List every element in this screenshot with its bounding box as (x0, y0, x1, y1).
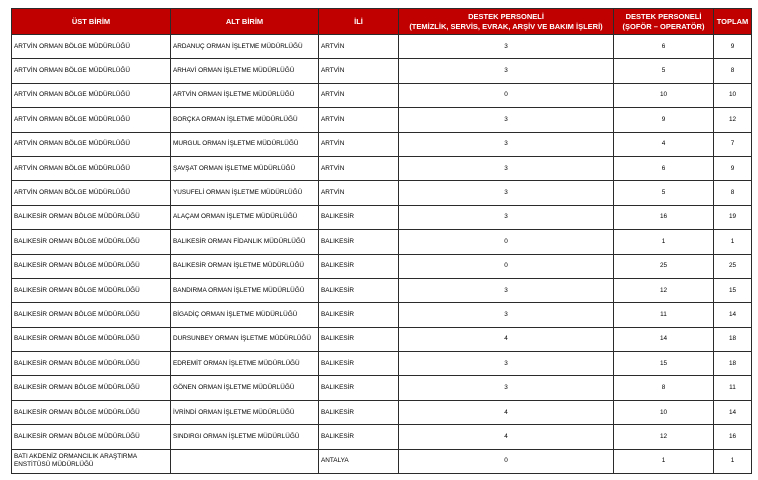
cell-destek2: 12 (614, 278, 714, 302)
table-row (12, 205, 752, 229)
cell-destek2: 10 (614, 400, 714, 424)
cell-ili: ARTVİN (319, 59, 399, 83)
personnel-table-wrapper (11, 8, 752, 474)
table-row (12, 108, 752, 132)
cell-destek2: 11 (614, 303, 714, 327)
cell-ili: ARTVİN (319, 83, 399, 107)
cell-destek1: 0 (399, 449, 614, 473)
cell-ili: ARTVİN (319, 181, 399, 205)
cell-destek2: 15 (614, 352, 714, 376)
cell-destek2: 12 (614, 425, 714, 449)
header-row (12, 9, 752, 35)
cell-ili: BALIKESİR (319, 352, 399, 376)
cell-destek1: 3 (399, 376, 614, 400)
personnel-table (11, 8, 752, 474)
cell-destek2: 6 (614, 35, 714, 59)
cell-destek2: 8 (614, 376, 714, 400)
cell-toplam: 14 (714, 303, 752, 327)
cell-destek2: 16 (614, 205, 714, 229)
cell-ust-birim: ARTVİN ORMAN BÖLGE MÜDÜRLÜĞÜ (12, 83, 171, 107)
cell-ust-birim: ARTVİN ORMAN BÖLGE MÜDÜRLÜĞÜ (12, 35, 171, 59)
cell-toplam: 1 (714, 449, 752, 473)
cell-destek1: 0 (399, 83, 614, 107)
cell-toplam: 10 (714, 83, 752, 107)
cell-destek1: 4 (399, 425, 614, 449)
table-row (12, 425, 752, 449)
cell-alt-birim (171, 449, 319, 473)
cell-ili: BALIKESİR (319, 254, 399, 278)
cell-destek1: 0 (399, 254, 614, 278)
cell-alt-birim: BALIKESİR ORMAN FİDANLIK MÜDÜRLÜĞÜ (171, 230, 319, 254)
cell-ili: ANTALYA (319, 449, 399, 473)
cell-ust-birim: BALIKESİR ORMAN BÖLGE MÜDÜRLÜĞÜ (12, 352, 171, 376)
cell-ust-birim: ARTVİN ORMAN BÖLGE MÜDÜRLÜĞÜ (12, 181, 171, 205)
cell-toplam: 9 (714, 35, 752, 59)
cell-toplam: 7 (714, 132, 752, 156)
cell-destek2: 1 (614, 230, 714, 254)
cell-destek1: 3 (399, 278, 614, 302)
cell-ust-birim: ARTVİN ORMAN BÖLGE MÜDÜRLÜĞÜ (12, 59, 171, 83)
cell-alt-birim: BİGADİÇ ORMAN İŞLETME MÜDÜRLÜĞÜ (171, 303, 319, 327)
cell-destek2: 1 (614, 449, 714, 473)
cell-destek1: 3 (399, 132, 614, 156)
cell-ust-birim: BALIKESİR ORMAN BÖLGE MÜDÜRLÜĞÜ (12, 327, 171, 351)
cell-destek1: 4 (399, 400, 614, 424)
cell-ust-birim: BATI AKDENİZ ORMANCILIK ARAŞTIRMA ENSTİTÜSÜ MÜDÜRLÜĞÜ (12, 449, 171, 473)
cell-destek1: 3 (399, 59, 614, 83)
cell-ust-birim: ARTVİN ORMAN BÖLGE MÜDÜRLÜĞÜ (12, 156, 171, 180)
cell-ili: BALIKESİR (319, 230, 399, 254)
table-row (12, 35, 752, 59)
cell-alt-birim: MURGUL ORMAN İŞLETME MÜDÜRLÜĞÜ (171, 132, 319, 156)
cell-destek2: 5 (614, 59, 714, 83)
table-row (12, 156, 752, 180)
cell-ili: BALIKESİR (319, 376, 399, 400)
cell-ust-birim: BALIKESİR ORMAN BÖLGE MÜDÜRLÜĞÜ (12, 254, 171, 278)
cell-ili: ARTVİN (319, 35, 399, 59)
cell-alt-birim: GÖNEN ORMAN İŞLETME MÜDÜRLÜĞÜ (171, 376, 319, 400)
cell-toplam: 8 (714, 59, 752, 83)
header-ust-birim: ÜST BİRİM (12, 9, 171, 35)
cell-alt-birim: ALAÇAM ORMAN İŞLETME MÜDÜRLÜĞÜ (171, 205, 319, 229)
cell-toplam: 8 (714, 181, 752, 205)
cell-ust-birim: BALIKESİR ORMAN BÖLGE MÜDÜRLÜĞÜ (12, 376, 171, 400)
cell-destek1: 0 (399, 230, 614, 254)
cell-destek1: 4 (399, 327, 614, 351)
header-alt-birim: ALT BİRİM (171, 9, 319, 35)
cell-alt-birim: BALIKESİR ORMAN İŞLETME MÜDÜRLÜĞÜ (171, 254, 319, 278)
cell-alt-birim: EDREMİT ORMAN İŞLETME MÜDÜRLÜĞÜ (171, 352, 319, 376)
cell-ust-birim: BALIKESİR ORMAN BÖLGE MÜDÜRLÜĞÜ (12, 425, 171, 449)
cell-ili: ARTVİN (319, 156, 399, 180)
cell-alt-birim: ARTVİN ORMAN İŞLETME MÜDÜRLÜĞÜ (171, 83, 319, 107)
cell-ili: BALIKESİR (319, 327, 399, 351)
cell-alt-birim: YUSUFELİ ORMAN İŞLETME MÜDÜRLÜĞÜ (171, 181, 319, 205)
cell-ili: BALIKESİR (319, 425, 399, 449)
header-destek1-title: DESTEK PERSONELİ (468, 11, 544, 21)
table-row (12, 83, 752, 107)
cell-destek1: 3 (399, 303, 614, 327)
cell-ili: ARTVİN (319, 108, 399, 132)
cell-destek1: 3 (399, 181, 614, 205)
cell-toplam: 14 (714, 400, 752, 424)
table-row (12, 132, 752, 156)
cell-destek1: 3 (399, 352, 614, 376)
cell-ust-birim: ARTVİN ORMAN BÖLGE MÜDÜRLÜĞÜ (12, 132, 171, 156)
cell-alt-birim: BANDIRMA ORMAN İŞLETME MÜDÜRLÜĞÜ (171, 278, 319, 302)
table-row (12, 181, 752, 205)
cell-destek2: 14 (614, 327, 714, 351)
cell-ust-birim: BALIKESİR ORMAN BÖLGE MÜDÜRLÜĞÜ (12, 205, 171, 229)
cell-ili: ARTVİN (319, 132, 399, 156)
cell-toplam: 18 (714, 352, 752, 376)
cell-destek1: 3 (399, 108, 614, 132)
header-ili: İLİ (319, 9, 399, 35)
header-toplam: TOPLAM (714, 9, 752, 35)
cell-toplam: 11 (714, 376, 752, 400)
cell-toplam: 18 (714, 327, 752, 351)
cell-destek2: 6 (614, 156, 714, 180)
cell-destek1: 3 (399, 205, 614, 229)
table-body (12, 35, 752, 474)
header-destek2-title: DESTEK PERSONELİ (625, 11, 702, 21)
header-destek-personeli-2 (614, 9, 714, 35)
table-row (12, 376, 752, 400)
table-row (12, 352, 752, 376)
cell-destek2: 9 (614, 108, 714, 132)
cell-toplam: 19 (714, 205, 752, 229)
cell-ili: BALIKESİR (319, 303, 399, 327)
table-row (12, 449, 752, 473)
cell-destek2: 5 (614, 181, 714, 205)
table-row (12, 327, 752, 351)
cell-destek2: 25 (614, 254, 714, 278)
cell-toplam: 12 (714, 108, 752, 132)
cell-alt-birim: BORÇKA ORMAN İŞLETME MÜDÜRLÜĞÜ (171, 108, 319, 132)
table-row (12, 59, 752, 83)
table-row (12, 278, 752, 302)
cell-ust-birim: ARTVİN ORMAN BÖLGE MÜDÜRLÜĞÜ (12, 108, 171, 132)
cell-ili: BALIKESİR (319, 278, 399, 302)
table-row (12, 254, 752, 278)
header-destek1-detail: (TEMİZLİK, SERVİS, EVRAK, ARŞİV VE BAKIM İŞLERİ) (409, 21, 603, 31)
cell-ust-birim: BALIKESİR ORMAN BÖLGE MÜDÜRLÜĞÜ (12, 230, 171, 254)
cell-destek2: 10 (614, 83, 714, 107)
table-row (12, 400, 752, 424)
cell-destek1: 3 (399, 35, 614, 59)
cell-toplam: 9 (714, 156, 752, 180)
table-row (12, 230, 752, 254)
cell-alt-birim: ŞAVŞAT ORMAN İŞLETME MÜDÜRLÜĞÜ (171, 156, 319, 180)
cell-alt-birim: ARDANUÇ ORMAN İŞLETME MÜDÜRLÜĞÜ (171, 35, 319, 59)
cell-toplam: 1 (714, 230, 752, 254)
cell-toplam: 25 (714, 254, 752, 278)
cell-toplam: 16 (714, 425, 752, 449)
header-destek-personeli-1 (399, 9, 614, 35)
header-destek2-detail: (ŞOFÖR – OPERATÖR) (622, 21, 705, 31)
cell-alt-birim: SINDIRGI ORMAN İŞLETME MÜDÜRLÜĞÜ (171, 425, 319, 449)
cell-destek1: 3 (399, 156, 614, 180)
cell-ust-birim: BALIKESİR ORMAN BÖLGE MÜDÜRLÜĞÜ (12, 303, 171, 327)
cell-alt-birim: İVRİNDİ ORMAN İŞLETME MÜDÜRLÜĞÜ (171, 400, 319, 424)
cell-ili: BALIKESİR (319, 400, 399, 424)
table-row (12, 303, 752, 327)
cell-toplam: 15 (714, 278, 752, 302)
cell-ust-birim: BALIKESİR ORMAN BÖLGE MÜDÜRLÜĞÜ (12, 400, 171, 424)
cell-ust-birim: BALIKESİR ORMAN BÖLGE MÜDÜRLÜĞÜ (12, 278, 171, 302)
cell-alt-birim: ARHAVİ ORMAN İŞLETME MÜDÜRLÜĞÜ (171, 59, 319, 83)
cell-alt-birim: DURSUNBEY ORMAN İŞLETME MÜDÜRLÜĞÜ (171, 327, 319, 351)
cell-ili: BALIKESİR (319, 205, 399, 229)
cell-destek2: 4 (614, 132, 714, 156)
